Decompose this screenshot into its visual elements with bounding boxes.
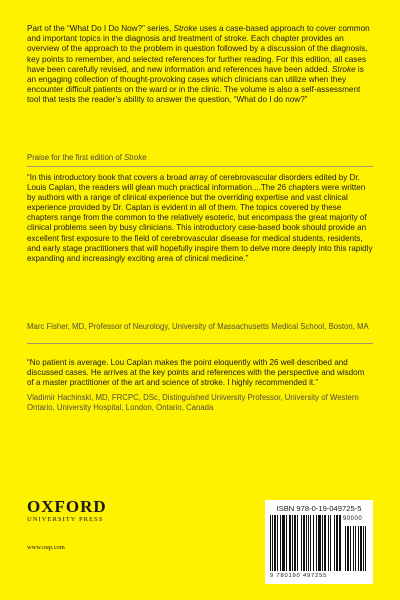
review-quote-2: “No patient is average. Lou Caplan makes the point eloquently with 26 well described and discussed cases. He arrives at the key points and references with the perspective and wisdom of a master practitioner of the art and science of stroke. I highly recommended it.” — [27, 358, 365, 388]
barcode-main — [270, 515, 342, 571]
divider-middle — [27, 343, 373, 344]
publisher-logo — [27, 498, 147, 524]
publisher-url: www.oup.com — [27, 544, 65, 551]
publisher-name: OXFORD — [27, 497, 107, 516]
isbn-label: ISBN 978-0-19-049725-5 — [276, 504, 362, 513]
publisher-sub: UNIVERSITY PRESS — [27, 516, 104, 523]
review-attribution-2: Vladimir Hachinski, MD, FRCPC, DSc, Distinguished University Professor, University of Western Ontario, University Hospital, London, Ontario, Canada — [27, 393, 359, 412]
intro-paragraph: Part of the “What Do I Do Now?” series, Stroke uses a case-based approach to cover common and important topics in the diagnosis and treatment of stroke. Each chapter provides an overview of the approach to the problem in question followed by a discussion of the diagnosis, key points to remember, and selected references for further reading. For this edition, all cases have been carefully revised, and new information and references have been added. Stroke is an engaging collection of thought-provoking cases which clinicians can utilize when they encounter difficult patients on the ward or in the clinic. The volume is also a self-assessment tool that tests the reader’s ability to answer the question, “What do I do now?” — [27, 24, 370, 105]
intro-title-2: Stroke — [331, 64, 356, 74]
review-attribution-1: Marc Fisher, MD, Professor of Neurology, University of Massachusetts Medical School, Boston, MA — [27, 322, 369, 331]
barcode-digits: 9 780190 497255 — [270, 573, 328, 579]
praise-heading: Praise for the first edition of Stroke — [27, 153, 147, 162]
barcode-addon — [345, 526, 369, 571]
divider-top — [27, 166, 373, 167]
intro-title-1: Stroke — [173, 24, 198, 33]
barcode-addon-number: 90000 — [343, 516, 363, 522]
review-quote-1: “In this introductory book that covers a broad array of cerebrovascular disorders edited by Dr. Louis Caplan, the readers will glean much practical information....The 26 chapters were written by authors with a range of clinical experience but the overriding expertise and vast clinical experience provided by Dr. Caplan is evident in all of them. The topics covered by these chapters range from the common to the relatively esoteric, but encompass the great majority of clinical problems seen by busy clinicians. This introductory case-based book should provide an excellent first exposure to the field of cerebrovascular disease for medical students, residents, and early stage practitioners that will hopefully inspire them to delve more deeply into this rapidly expanding and increasingly exciting area of clinical medicine.” — [27, 173, 373, 263]
barcode-panel — [265, 500, 373, 584]
